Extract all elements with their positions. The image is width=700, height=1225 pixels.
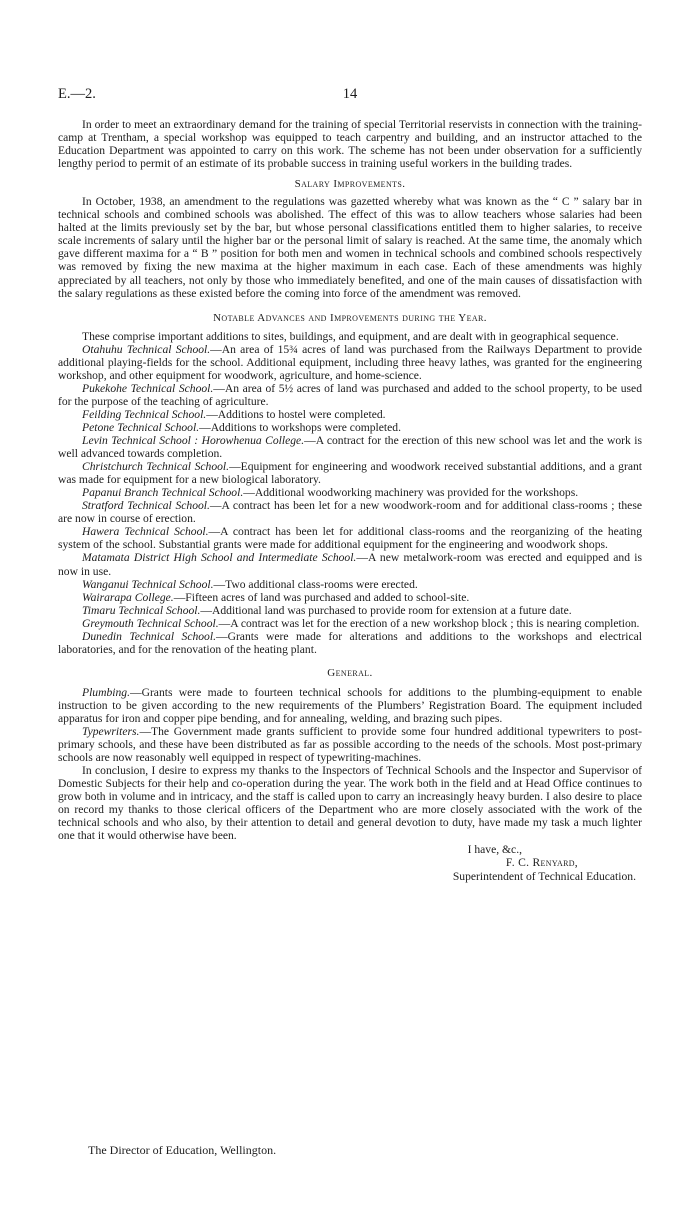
advance-text: —Additions to workshops were completed. — [199, 420, 401, 434]
advance-text: —Additional woodworking machinery was provided for the workshops. — [243, 486, 579, 500]
signatory-name: F. C. Renyard, — [505, 856, 578, 870]
advance-item — [58, 408, 642, 421]
institution-name: Pukekohe Technical School. — [82, 381, 214, 395]
advance-text: —A new metalwork-room was erected and equipped and is now in use. — [58, 551, 642, 578]
advance-text: —Equipment for engineering and woodwork received substantial additions, and a grant was made for equipment for a new biological laboratory. — [58, 460, 642, 487]
advance-item — [58, 630, 642, 656]
advance-item — [58, 421, 642, 434]
advance-item — [58, 382, 642, 408]
advance-text: —Fifteen acres of land was purchased and added to school-site. — [173, 590, 470, 604]
advances-intro: These comprise important additions to sites, buildings, and equipment, and are dealt with in geographical sequence. — [82, 329, 619, 343]
advance-item — [58, 343, 642, 382]
institution-name: Papanui Branch Technical School. — [82, 486, 244, 500]
institution-name: Wanganui Technical School. — [82, 577, 214, 591]
advance-item — [58, 578, 642, 591]
institution-name: Timaru Technical School. — [82, 603, 201, 617]
advance-text: —A contract was let for the erection of a new workshop block ; this is nearing completion. — [218, 616, 640, 630]
conclusion-paragraph: In conclusion, I desire to express my thanks to the Inspectors of Technical Schools and the Inspector and Supervisor of Domestic Subjects for their help and co-operation during the year. The work both in the field and at Head Office continues to grow both in volume and in intricacy, and the staff is called upon to carry an increasingly heavy burden. I also desire to place on record my thanks to those clerical officers of the Department who are more closely associated with the work of the technical schools and who also, by their attention to detail and general devotion to duty, have made my task a much lighter one that it would otherwise have been. — [58, 764, 642, 843]
advance-text: —An area of 5½ acres of land was purchased and added to the school property, to be used for the purpose of the teaching of agriculture. — [58, 381, 642, 408]
advances-list — [58, 343, 642, 656]
general-item — [58, 686, 642, 725]
institution-name: Hawera Technical School. — [82, 525, 209, 539]
institution-name: Otahuhu Technical School. — [82, 342, 211, 356]
advance-text: —Grants were made for alterations and additions to the workshops and electrical laboratories, and for the renovation of the heating plant. — [58, 629, 642, 656]
salary-paragraph: In October, 1938, an amendment to the regulations was gazetted whereby what was known as the “ C ” salary bar in technical schools and combined schools was abolished. The effect of this was to allow teachers whose salaries had been halted at the limits previously set by the bar, but whose personal classifications entitled them to higher salaries, to receive scale increments of salary until the higher bar or the personal limit of salary is reached. At the same time, the anomaly which gave different maxima for a “ B ” position for both men and women in technical schools and combined schools respectively was removed by fixing the new maxima at the higher maximum in each case. Each of these amendments was highly appreciated by all teachers, not only by those who immediately benefited, and one of the main causes of dissatisfaction with the salary regulations as these existed before the coming into force of the amendment was removed. — [58, 195, 642, 300]
signature-block — [58, 843, 642, 882]
general-item — [58, 725, 642, 764]
advance-text: —An area of 15¾ acres of land was purchased from the Railways Department to provide additional playing-fields for the school. Additional equipment, including three heavy lathes, was granted for the engineering workshop, and other equipment for woodwork, agriculture, and home-science. — [58, 342, 642, 382]
institution-name: Matamata District High School and Intermediate School. — [82, 551, 357, 565]
institution-name: Greymouth Technical School. — [82, 616, 219, 630]
advance-text: —Additions to hostel were completed. — [206, 407, 386, 421]
institution-name: Petone Technical School. — [82, 420, 200, 434]
page-number: 14 — [342, 86, 358, 102]
document-reference: E.—2. — [58, 86, 96, 102]
advance-item — [58, 499, 642, 525]
institution-name: Stratford Technical School. — [82, 499, 210, 513]
advances-section-heading: Notable Advances and Improvements during the Year. — [213, 311, 487, 324]
advance-item — [58, 460, 642, 486]
institution-name: Dunedin Technical School. — [82, 629, 216, 643]
closing-salutation: I have, &c., — [467, 843, 522, 857]
institution-name: Christchurch Technical School. — [82, 460, 230, 474]
page-header — [58, 86, 642, 106]
addressee: The Director of Education, Wellington. — [88, 1143, 277, 1157]
salary-section-heading: Salary Improvements. — [294, 178, 406, 191]
document-body — [58, 118, 642, 883]
advance-text: —A contract for the erection of this new school was let and the work is well advanced towards completion. — [58, 434, 642, 461]
general-section-heading: General. — [327, 666, 373, 679]
advance-item — [58, 434, 642, 460]
advance-item — [58, 486, 642, 499]
advance-text: —A contract has been let for additional class-rooms and the reorganizing of the heating system of the school. Substantial grants were made for additional equipment for the engineering and woodwork shops. — [58, 525, 642, 552]
advance-text: —A contract has been let for a new woodwork-room and for additional class-rooms ; these are now in course of erection. — [58, 499, 642, 526]
advance-text: —Additional land was purchased to provide room for extension at a future date. — [200, 603, 572, 617]
general-topic: Typewriters. — [82, 725, 140, 739]
intro-paragraph: In order to meet an extraordinary demand for the training of special Territorial reservists in connection with the training-camp at Trentham, a special workshop was equipped to teach carpentry and building, and an instructor attached to the Education Department was appointed to carry on this work. The scheme has not been under observation for a sufficiently lengthy period to permit of an estimate of its probable success in training useful workers in the building trades. — [58, 118, 642, 171]
advance-text: —Two additional class-rooms were erected. — [213, 577, 418, 591]
advance-item — [58, 525, 642, 551]
general-text: —The Government made grants sufficient to provide some four hundred additional typewriters to post-primary schools, and these have been distributed as far as possible according to the needs of the schools. Most post-primary schools are now reasonably well equipped in respect of typewriting-machines. — [58, 725, 642, 765]
institution-name: Wairarapa College. — [82, 590, 174, 604]
institution-name: Feilding Technical School. — [82, 407, 207, 421]
institution-name: Levin Technical School : Horowhenua College. — [82, 434, 305, 448]
advance-item — [58, 551, 642, 577]
advance-item — [58, 617, 642, 630]
signatory-title: Superintendent of Technical Education. — [452, 869, 636, 883]
general-text: —Grants were made to fourteen technical schools for additions to the plumbing-equipment to enable instruction to be given according to the new requirements of the Plumbers’ Registration Board. The equipment included apparatus for iron and copper pipe bending, and for annealing, welding, and brazing such pipes. — [58, 685, 642, 725]
advance-item — [58, 591, 642, 604]
advance-item — [58, 604, 642, 617]
general-topic: Plumbing. — [82, 685, 130, 699]
